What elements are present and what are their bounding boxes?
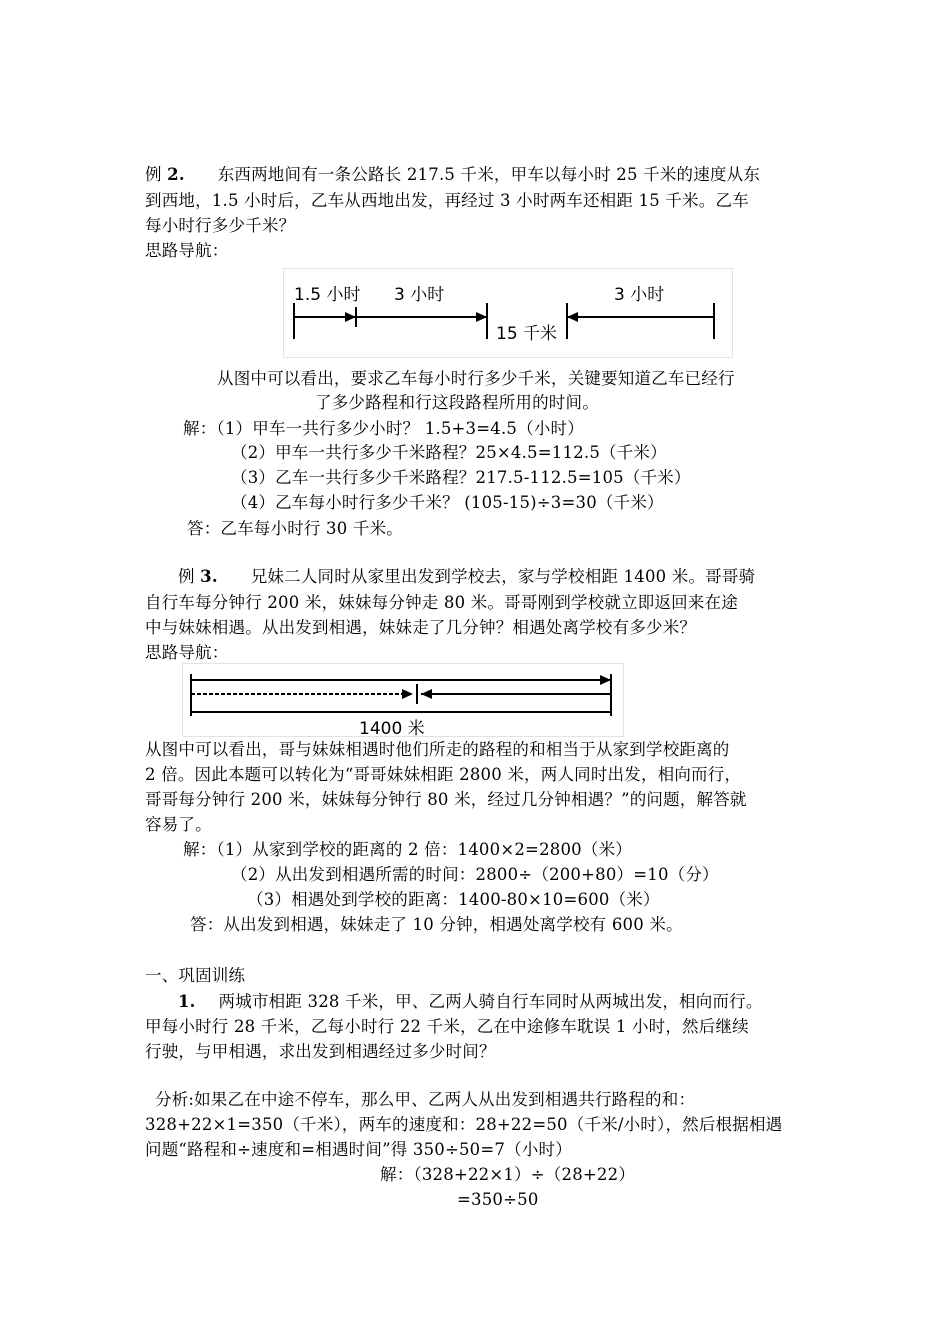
ex2-step-3: （3）乙车一共行多少千米路程？217.5-112.5=105（千米）	[231, 468, 691, 487]
ex3-guide: 思路导航：	[145, 643, 229, 662]
ex3-text-line2: 自行车每分钟行 200 米，妹妹每分钟走 80 米。哥哥刚到学校就立即返回来在途	[145, 593, 738, 612]
ex3-arrow-school	[600, 675, 611, 685]
ex2-diagram	[283, 268, 733, 358]
ex2-label-1-5h: 1.5 小时	[294, 285, 361, 305]
ex2-explain-line1: 从图中可以看出，要求乙车每小时行多少千米，关键要知道乙车已经行	[217, 369, 735, 388]
ex3-heading-line	[178, 564, 755, 590]
ex2-step-1: 解：（1）甲车一共行多少小时？ 1.5+3=4.5（小时）	[183, 419, 584, 438]
problem-1-line3: 行驶，与甲相遇，求出发到相遇经过多少时间？	[145, 1042, 496, 1061]
ex3-arrow-return	[421, 689, 432, 699]
ex2-heading-line	[145, 162, 760, 188]
problem-1-number: 1.	[178, 992, 196, 1011]
ex2-arrow-2	[476, 312, 487, 322]
analysis-line2: 328+22×1=350（千米），两车的速度和：28+22=50（千米/小时），然后根据相遇	[145, 1115, 783, 1134]
ex2-label-3h-a: 3 小时	[394, 285, 445, 305]
ex3-answer: 答：从出发到相遇，妹妹走了 10 分钟，相遇处离学校有 600 米。	[190, 915, 683, 934]
ex2-label: 例	[145, 165, 162, 184]
ex3-explain-line3: 哥哥每分钟行 200 米，妹妹每分钟行 80 米，经过几分钟相遇？”的问题，解答就	[145, 790, 747, 809]
analysis-line3: 问题“路程和÷速度和=相遇时间”得 350÷50=7（小时）	[145, 1140, 572, 1159]
solution-line2: =350÷50	[457, 1190, 539, 1209]
ex2-explain-line2: 了多少路程和行这段路程所用的时间。	[315, 393, 599, 412]
ex2-number: 2.	[167, 165, 185, 184]
ex3-text-line3: 中与妹妹相遇。从出发到相遇，妹妹走了几分钟？相遇处离学校有多少米？	[145, 618, 697, 637]
problem-1-heading	[178, 989, 763, 1015]
ex2-arrow-1	[345, 312, 356, 322]
ex2-step-4: （4）乙车每小时行多少千米？ (105-15)÷3=30（千米）	[231, 493, 664, 512]
ex3-explain-line1: 从图中可以看出，哥与妹妹相遇时他们所走的路程的和相当于从家到学校距离的	[145, 740, 730, 759]
ex3-explain-line4: 容易了。	[145, 815, 212, 834]
ex3-explain-line2: 2 倍。因此本题可以转化为“哥哥妹妹相距 2800 米，两人同时出发，相向而行，	[145, 765, 742, 784]
ex2-label-3h-b: 3 小时	[614, 285, 665, 305]
ex3-number: 3.	[200, 567, 218, 586]
ex2-guide: 思路导航：	[145, 241, 229, 260]
solution-line1: 解：（328+22×1）÷（28+22）	[380, 1165, 636, 1184]
ex3-step-3: （3）相遇处到学校的距离：1400-80×10=600（米）	[247, 890, 660, 909]
ex3-arrow-sister	[402, 689, 413, 699]
ex3-diagram	[182, 663, 624, 737]
ex2-label-15km: 15 千米	[496, 324, 558, 344]
ex3-text-line1: 兄妹二人同时从家里出发到学校去，家与学校相距 1400 米。哥哥骑	[250, 567, 756, 586]
problem-1-line1: 两城市相距 328 千米，甲、乙两人骑自行车同时从两城出发，相向而行。	[218, 992, 763, 1011]
ex3-step-2: （2）从出发到相遇所需的时间：2800÷（200+80）=10（分）	[231, 865, 719, 884]
problem-1-line2: 甲每小时行 28 千米，乙每小时行 22 千米，乙在中途修车耽误 1 小时，然后继续	[145, 1017, 749, 1036]
ex2-text-line3: 每小时行多少千米？	[145, 216, 296, 235]
ex2-answer: 答：乙车每小时行 30 千米。	[187, 519, 403, 538]
ex2-arrow-3	[567, 312, 578, 322]
ex2-step-2: （2）甲车一共行多少千米路程？25×4.5=112.5（千米）	[231, 443, 667, 462]
ex3-step-1: 解：（1）从家到学校的距离的 2 倍：1400×2=2800（米）	[183, 840, 632, 859]
ex2-text-line1: 东西两地间有一条公路长 217.5 千米，甲车以每小时 25 千米的速度从东	[217, 165, 761, 184]
section-title: 一、巩固训练	[145, 966, 246, 985]
ex3-label-1400m: 1400 米	[359, 719, 425, 739]
analysis-line1: 分析:如果乙在中途不停车，那么甲、乙两人从出发到相遇共行路程的和：	[155, 1090, 696, 1109]
ex2-text-line2: 到西地，1.5 小时后，乙车从西地出发，再经过 3 小时两车还相距 15 千米。乙车	[145, 191, 749, 210]
ex3-label: 例	[178, 567, 195, 586]
